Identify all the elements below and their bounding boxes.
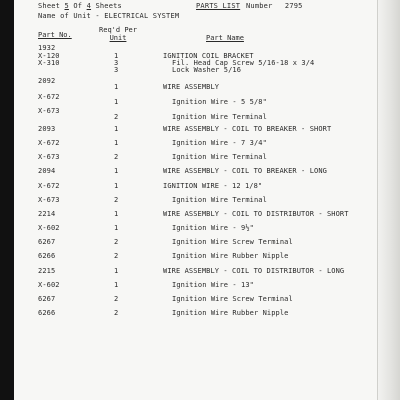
part-name-cell: Ignition Wire - 13": [172, 281, 254, 289]
column-header-part-name: Part Name: [206, 34, 244, 42]
sheet-total: 4: [86, 2, 92, 10]
part-name-cell: IGNITION WIRE - 12 1/8": [163, 182, 263, 190]
part-number-cell: 6267: [38, 295, 56, 303]
part-number-cell: X-673: [38, 196, 60, 204]
document-title: PARTS LIST: [196, 2, 241, 10]
part-number-cell: X-602: [38, 281, 60, 289]
part-number-cell: X-672: [38, 182, 60, 190]
part-number-cell: X-602: [38, 224, 60, 232]
number-label: Number: [246, 2, 273, 10]
sheet-label: Sheet: [38, 2, 61, 10]
part-number-cell: 6266: [38, 309, 56, 317]
of-label: Of: [73, 2, 83, 10]
qty-cell: 1: [114, 267, 119, 275]
part-name-cell: Ignition Wire Terminal: [172, 196, 267, 204]
qty-cell: 2: [114, 113, 119, 121]
part-number-cell: 2215: [38, 267, 56, 275]
part-name-cell: Lock Washer 5/16: [172, 66, 242, 74]
part-number-cell: 6266: [38, 252, 56, 260]
qty-cell: 2: [114, 196, 119, 204]
qty-cell: 3: [114, 66, 119, 74]
unit-name: ELECTRICAL SYSTEM: [104, 12, 180, 20]
part-number-cell: 6267: [38, 238, 56, 246]
qty-cell: 2: [114, 238, 119, 246]
part-number-cell: 2093: [38, 125, 56, 133]
part-name-cell: Ignition Wire - 5 5/8": [172, 98, 267, 106]
qty-cell: 2: [114, 295, 119, 303]
unit-label: Name of Unit -: [38, 12, 100, 20]
parts-table: [14, 0, 400, 400]
part-name-cell: Ignition Wire Terminal: [172, 113, 267, 121]
part-number-cell: 2214: [38, 210, 56, 218]
part-number-cell: 2094: [38, 167, 56, 175]
part-name-cell: Ignition Wire - 9½": [172, 224, 254, 232]
part-name-cell: Ignition Wire Rubber Nipple: [172, 252, 289, 260]
column-header-part-no: Part No.: [38, 31, 72, 39]
qty-cell: 1: [114, 83, 119, 91]
qty-cell: 2: [114, 153, 119, 161]
document-page: [14, 0, 400, 400]
part-name-cell: WIRE ASSEMBLY - COIL TO BREAKER - SHORT: [163, 125, 332, 133]
part-name-cell: Ignition Wire Rubber Nipple: [172, 309, 289, 317]
part-number-cell: X-120: [38, 52, 60, 60]
qty-cell: 1: [114, 182, 119, 190]
column-header-reqd-line2: Unit: [109, 34, 127, 42]
qty-cell: 3: [114, 59, 119, 67]
part-number-cell: X-672: [38, 93, 60, 101]
qty-cell: 1: [114, 125, 119, 133]
part-name-cell: Fil. Head Cap Screw 5/16-18 x 3/4: [172, 59, 315, 67]
qty-cell: 2: [114, 309, 119, 317]
qty-cell: 1: [114, 281, 119, 289]
number-value: 2795: [284, 2, 303, 10]
qty-cell: 1: [114, 52, 119, 60]
qty-cell: 1: [114, 167, 119, 175]
sheets-label: Sheets: [95, 2, 122, 10]
part-number-cell: X-310: [38, 59, 60, 67]
qty-cell: 2: [114, 252, 119, 260]
qty-cell: 1: [114, 224, 119, 232]
part-number-cell: 2092: [38, 77, 56, 85]
qty-cell: 1: [114, 139, 119, 147]
part-number-cell: X-673: [38, 107, 60, 115]
qty-cell: 1: [114, 98, 119, 106]
part-name-cell: WIRE ASSEMBLY - COIL TO DISTRIBUTOR - LONG: [163, 267, 345, 275]
part-number-cell: 1932: [38, 44, 56, 52]
part-name-cell: Ignition Wire Terminal: [172, 153, 267, 161]
part-name-cell: Ignition Wire - 7 3/4": [172, 139, 267, 147]
part-name-cell: IGNITION COIL BRACKET: [163, 52, 254, 60]
sheet-number: 5: [64, 2, 69, 10]
part-name-cell: WIRE ASSEMBLY - COIL TO DISTRIBUTOR - SHORT: [163, 210, 349, 218]
part-name-cell: WIRE ASSEMBLY: [163, 83, 220, 91]
part-number-cell: X-673: [38, 153, 60, 161]
column-header-reqd-line1: Req'd Per: [99, 26, 137, 34]
part-name-cell: Ignition Wire Screw Terminal: [172, 238, 293, 246]
qty-cell: 1: [114, 210, 119, 218]
part-name-cell: WIRE ASSEMBLY - COIL TO BREAKER - LONG: [163, 167, 327, 175]
part-name-cell: Ignition Wire Screw Terminal: [172, 295, 293, 303]
part-number-cell: X-672: [38, 139, 60, 147]
